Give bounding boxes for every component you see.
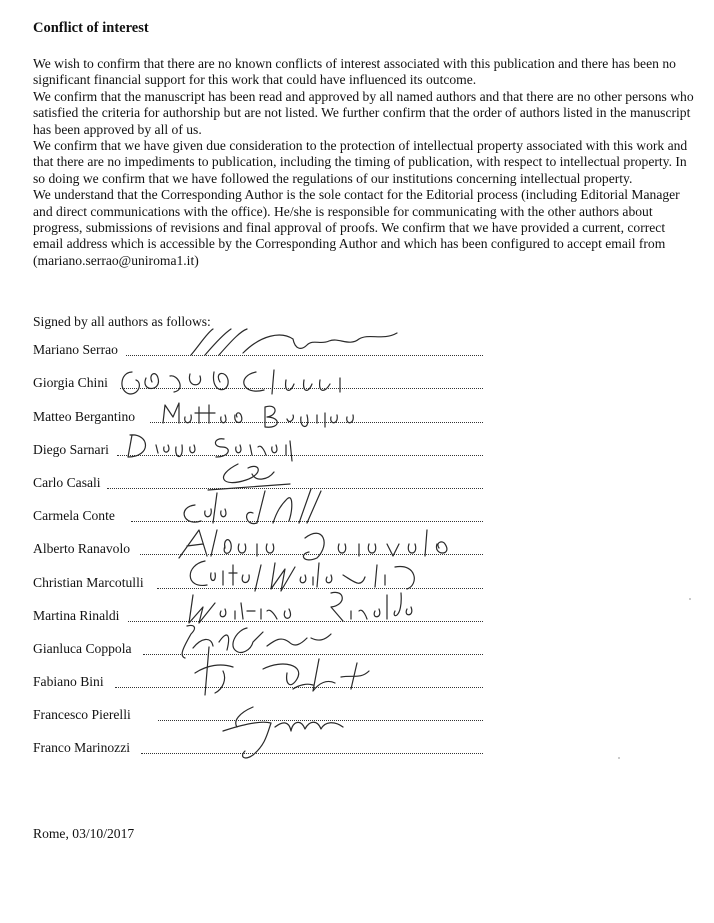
section-heading: Conflict of interest (33, 20, 149, 36)
signature-line (128, 621, 483, 622)
paragraph-corresponding-author: We understand that the Corresponding Author is the sole contact for the Editorial process (including Editorial Manager and direct communications with the office). He/she is responsible for communicating with the other authors about progress, submissions of revisions and final approval of proofs. We confirm that we have provided a current, correct email address which is accessible by the Corresponding Author and which has been configured to accept email from (mariano.serrao@uniroma1.it) (33, 187, 680, 268)
signature-line (150, 422, 483, 423)
signature-line (120, 388, 483, 389)
signature-row (33, 364, 483, 397)
signature-row (33, 530, 483, 563)
signature-row (33, 696, 483, 729)
scan-speck (618, 757, 620, 759)
author-name: Franco Marinozzi (33, 740, 131, 756)
author-name: Christian Marcotulli (33, 574, 144, 590)
signature-line (141, 753, 483, 754)
author-name: Martina Rinaldi (33, 607, 120, 623)
signature-line (107, 488, 483, 489)
signature-line (157, 588, 483, 589)
signature-mark (183, 325, 413, 365)
paragraph-intellectual-property: We confirm that we have given due consideration to the protection of intellectual property associated with this work and that there are no impediments to publication, including the timing of publication, with respect to intellectual property. In so doing we confirm that we have followed the regulations of our institutions concerning intellectual property. (33, 138, 688, 186)
signature-mark (118, 364, 378, 400)
author-name: Giorgia Chini (33, 375, 108, 391)
signature-row (33, 630, 483, 663)
author-name: Gianluca Coppola (33, 640, 132, 656)
signature-row (33, 431, 483, 464)
signature-line (140, 554, 483, 555)
place-and-date: Rome, 03/10/2017 (33, 826, 135, 841)
author-name: Alberto Ranavolo (33, 541, 131, 557)
signature-line (117, 455, 483, 456)
signed-intro: Signed by all authors as follows: (33, 314, 211, 329)
signature-mark (178, 458, 308, 500)
signature-row (33, 663, 483, 696)
paragraph-no-conflicts: We wish to confirm that there are no known conflicts of interest associated with this publication and there has been no significant financial support for this work that could have influenced its outcome. (33, 56, 676, 88)
signature-mark (173, 524, 473, 564)
author-name: Francesco Pierelli (33, 707, 131, 723)
signature-row (33, 331, 483, 364)
signature-line (126, 355, 483, 356)
signature-row (33, 597, 483, 630)
signature-mark (153, 399, 383, 431)
signature-line (115, 687, 483, 688)
signature-row (33, 729, 483, 762)
declaration-text (33, 56, 698, 269)
signature-row (33, 397, 483, 430)
author-name: Fabiano Bini (33, 674, 104, 690)
signature-line (143, 654, 483, 655)
signature-row (33, 464, 483, 497)
signature-list (33, 331, 483, 762)
author-name: Diego Sarnari (33, 441, 109, 457)
signature-row (33, 563, 483, 596)
signature-line (131, 521, 483, 522)
signature-row (33, 497, 483, 530)
author-name: Mariano Serrao (33, 342, 118, 358)
author-name: Carmela Conte (33, 508, 115, 524)
author-name: Matteo Bergantino (33, 408, 136, 424)
author-name: Carlo Casali (33, 474, 101, 490)
scan-speck (689, 598, 691, 600)
paragraph-authorship: We confirm that the manuscript has been read and approved by all named authors and that there are no other persons who satisfied the criteria for authorship but are not listed. We further confirm that the order of authors listed in the manuscript has been approved by all of us. (33, 88, 694, 137)
signature-mark (118, 429, 318, 465)
signature-line (158, 720, 483, 721)
